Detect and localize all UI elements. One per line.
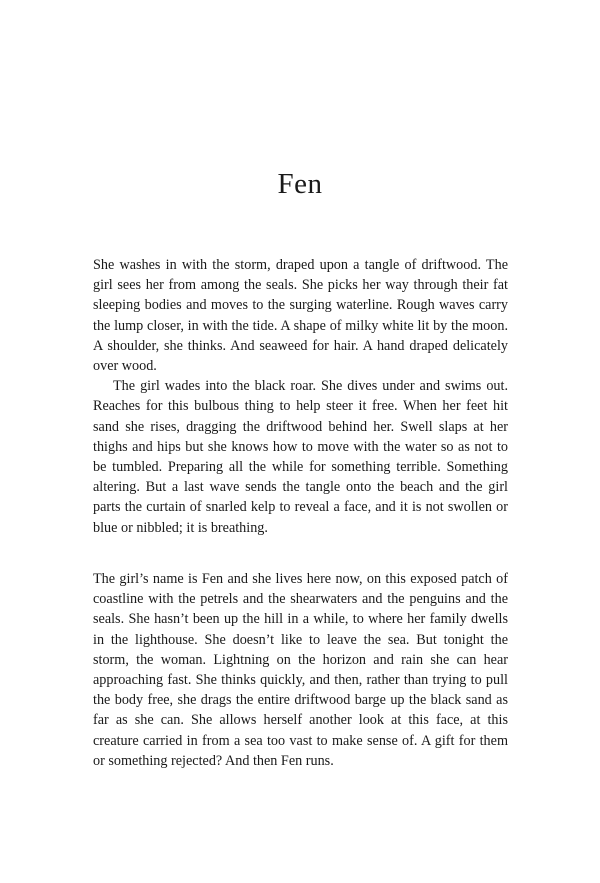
- paragraph: The girl’s name is Fen and she lives here now, on this exposed patch of coastline with the petrels and the shearwaters and the penguins and the seals. She hasn’t been up the hill in a while, to where her family dwells in the lighthouse. She doesn’t like to leave the sea. But tonight the storm, the woman. Lightning on the horizon and rain she can hear approaching fast. She thinks quickly, and then, rather than trying to pull the body free, she drags the entire driftwood barge up the black sand as far as she can. She allows herself another look at this face, at this creature carried in from a sea too vast to make sense of. A gift for them or something rejected? And then Fen runs.: [93, 571, 508, 769]
- text-section-1: [93, 255, 508, 538]
- paragraph: The girl wades into the black roar. She dives under and swims out. Reaches for this bulbous thing to help steer it free. When her feet hit sand she rises, dragging the driftwood behind her. Swell slaps at her thighs and hips but she knows how to move with the water so as not to be tumbled. Preparing all the while for something terrible. Something altering. But a last wave sends the tangle onto the beach and the girl parts the curtain of snarled kelp to reveal a face, and it is not swollen or blue or nibbled; it is breathing.: [93, 378, 508, 536]
- text-section-2: [93, 569, 508, 771]
- paragraph: She washes in with the storm, draped upon a tangle of driftwood. The girl sees her from among the seals. She picks her way through their fat sleeping bodies and moves to the surging waterline. Rough waves carry the lump closer, in with the tide. A shape of milky white lit by the moon. A shoulder, she thinks. And seaweed for hair. A hand draped delicately over wood.: [93, 257, 508, 375]
- chapter-title: Fen: [277, 168, 323, 200]
